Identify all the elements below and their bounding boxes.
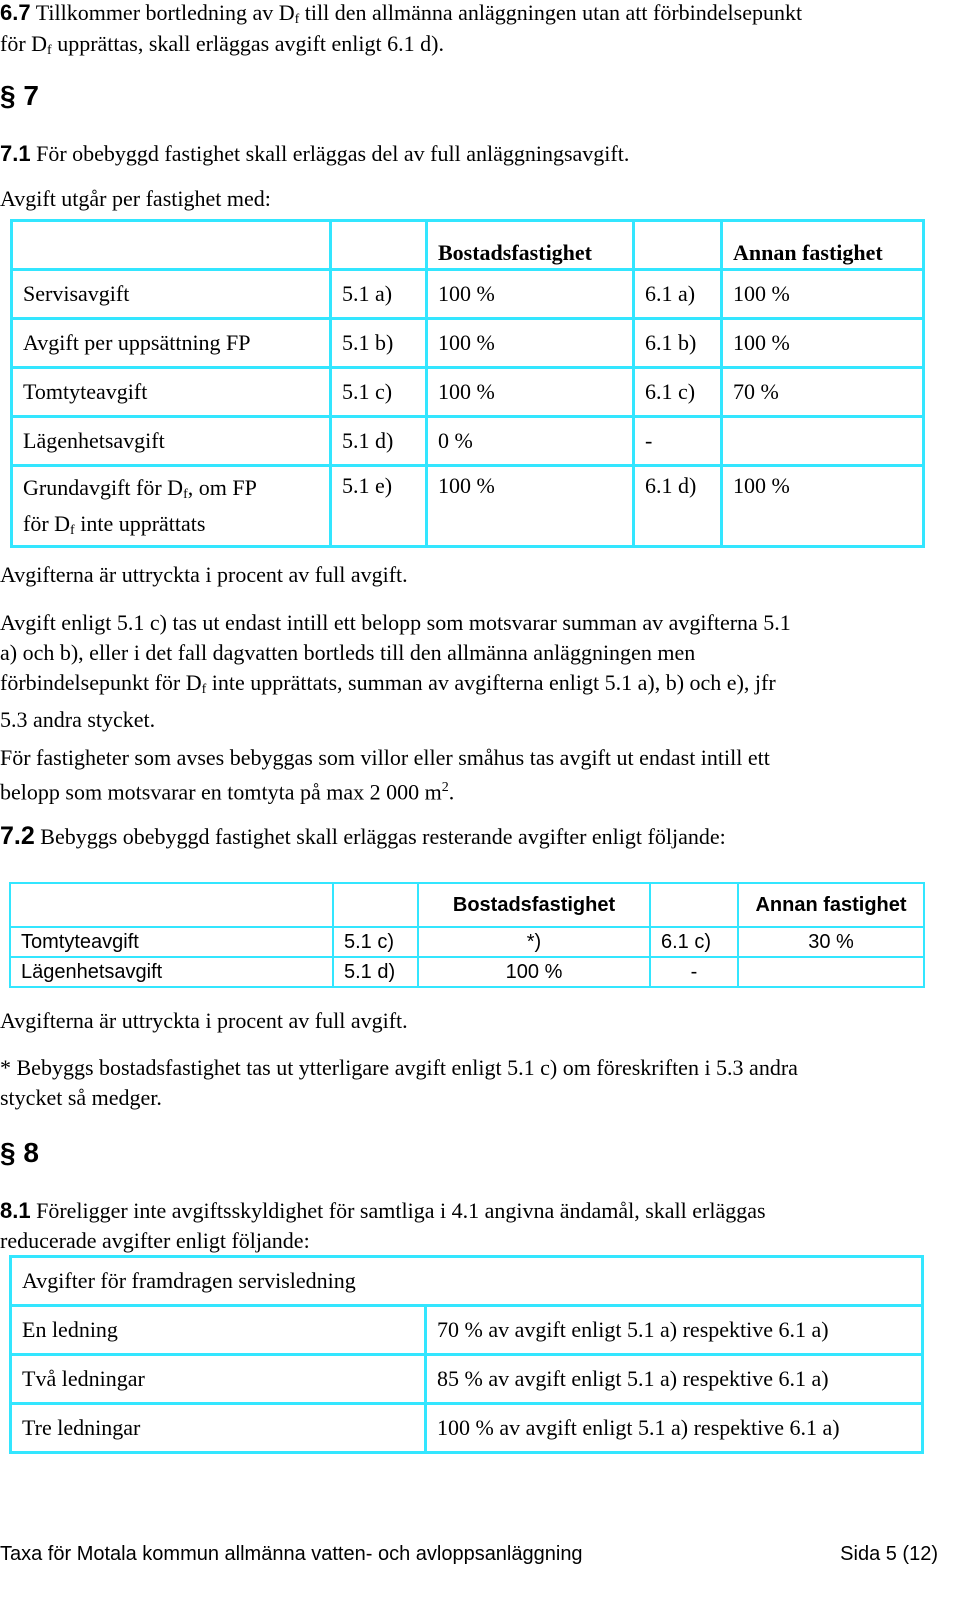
fee-table-7-1: [10, 219, 925, 548]
table-row: Tomtyteavgift 5.1 c) 100 % 6.1 c) 70 %: [12, 368, 924, 417]
table-row: Lägenhetsavgift 5.1 d) 0 % -: [12, 417, 924, 466]
section-6-7: [0, 0, 802, 28]
section-7-1: 7.1 För obebyggd fastighet skall erläggas del av full anläggningsavgift.: [0, 141, 630, 166]
paragraph-villor: För fastigheter som avses bebyggas som villor eller småhus tas avgift ut endast intill ett belopp som motsvarar en tomtyta på max 2 000 $m^2$.: [0, 745, 770, 805]
table-header-row: [10, 883, 924, 927]
paragraph-avgift-5-1c: Avgift enligt 5.1 c) tas ut endast intill ett belopp som motsvarar summan av avgifterna 5.1 a) och b), eller i det fall dagvatten bortleds till den allmänna anläggningen men förbindelsepunkt för $D_f$ inte upprättats, summan av avgifterna enligt 5.1 a), b) och e), jfr 5.3 andra stycket.: [0, 610, 791, 732]
page-number: Sida 5 (12): [840, 1543, 938, 1565]
table-header-row: [12, 221, 924, 270]
note-percent-2: Avgifterna är uttryckta i procent av full avgift.: [0, 1008, 408, 1033]
column-header: Bostadsfastighet: [418, 883, 650, 927]
column-header: Annan fastighet: [738, 883, 924, 927]
table-row: Två ledningar 85 % av avgift enligt 5.1 a) respektive 6.1 a): [11, 1355, 923, 1404]
paragraph-heading-8: § 8: [0, 1137, 39, 1168]
table-row: Servisavgift 5.1 a) 100 % 6.1 a) 100 %: [12, 270, 924, 319]
table-row: Grundavgift för $D_f$, om FP för $D_f$ inte upprättats 5.1 e) 100 % 6.1 d) 100 %: [12, 466, 924, 547]
column-header: Annan fastighet: [722, 221, 924, 270]
table-row: Lägenhetsavgift 5.1 d) 100 % -: [10, 957, 924, 987]
column-header: Bostadsfastighet: [427, 221, 634, 270]
section-text: Tillkommer bortledning av $D_f$ till den allmänna anläggningen utan att förbindelsepunkt: [35, 0, 803, 27]
footnote-asterisk: * Bebyggs bostadsfastighet tas ut ytterligare avgift enligt 5.1 c) om föreskriften i 5.3 andra stycket så medger.: [0, 1055, 798, 1110]
servisledning-table: [9, 1255, 924, 1454]
note-percent-1: Avgifterna är uttryckta i procent av full avgift.: [0, 562, 408, 587]
section-6-7-cont: för $D_f$ upprättas, skall erläggas avgift enligt 6.1 d).: [0, 31, 444, 58]
table-row: En ledning 70 % av avgift enligt 5.1 a) respektive 6.1 a): [11, 1306, 923, 1355]
table-header-row: [11, 1257, 923, 1306]
footer-title: Taxa för Motala kommun allmänna vatten- och avloppsanläggning: [0, 1543, 583, 1565]
section-number: 6.7: [0, 0, 31, 25]
section-7-1-intro: Avgift utgår per fastighet med:: [0, 186, 271, 211]
row-label: Grundavgift för $D_f$, om FP för $D_f$ inte upprättats: [12, 466, 331, 547]
section-8-1: 8.1 Föreligger inte avgiftsskyldighet för samtliga i 4.1 angivna ändamål, skall erläggas reducerade avgifter enligt följande:: [0, 1198, 766, 1253]
section-7-2: 7.2 Bebyggs obebyggd fastighet skall erläggas resterande avgifter enligt följande:: [0, 822, 726, 850]
table-title: Avgifter för framdragen servisledning: [11, 1257, 923, 1306]
table-row: Tomtyteavgift 5.1 c) *) 6.1 c) 30 %: [10, 927, 924, 957]
paragraph-heading-7: § 7: [0, 80, 39, 111]
table-row: Avgift per uppsättning FP 5.1 b) 100 % 6.1 b) 100 %: [12, 319, 924, 368]
table-row: Tre ledningar 100 % av avgift enligt 5.1 a) respektive 6.1 a): [11, 1404, 923, 1453]
fee-table-7-2: [9, 882, 925, 988]
